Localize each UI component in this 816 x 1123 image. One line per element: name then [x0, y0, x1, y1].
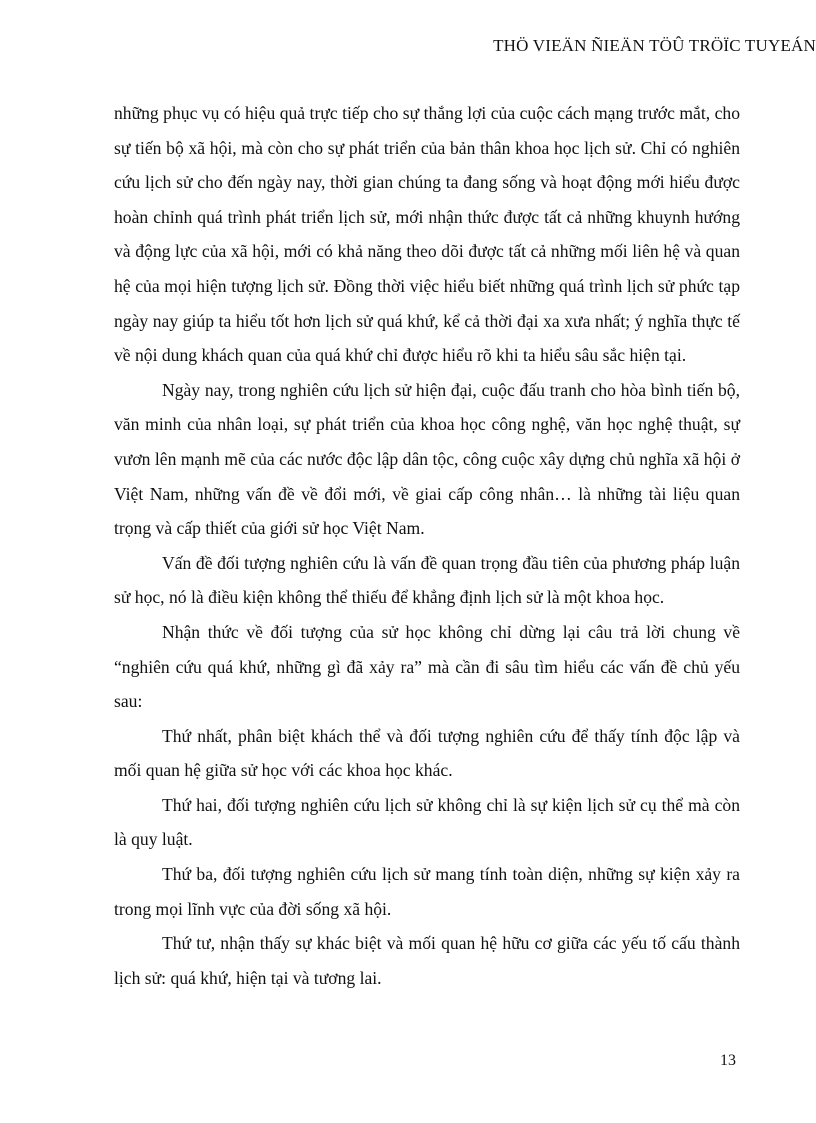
page-header-title: THÖ VIEÄN ÑIEÄN TÖÛ TRÖÏC TUYEÁN	[493, 36, 816, 55]
paragraph-research-object: Vấn đề đối tượng nghiên cứu là vấn đề quan trọng đầu tiên của phương pháp luận sử học, nó là điều kiện không thể thiếu để khẳng định lịch sử là một khoa học.	[114, 552, 740, 608]
paragraph-awareness: Nhận thức về đối tượng của sử học không chỉ dừng lại câu trả lời chung về “nghiên cứu quá khứ, những gì đã xảy ra” mà cần đi sâu tìm hiểu các vấn đề chủ yếu sau:	[114, 621, 740, 712]
paragraph-third-point: Thứ ba, đối tượng nghiên cứu lịch sử mang tính toàn diện, những sự kiện xảy ra trong mọi lĩnh vực của đời sống xã hội.	[114, 864, 740, 919]
document-body	[114, 96, 740, 995]
page-number: 13	[720, 1052, 736, 1069]
paragraph-modern-history: Ngày nay, trong nghiên cứu lịch sử hiện đại, cuộc đấu tranh cho hòa bình tiến bộ, văn minh của nhân loại, sự phát triển của khoa học công nghệ, văn học nghệ thuật, sự vươn lên mạnh mẽ của các nước độc lập dân tộc, công cuộc xây dựng chủ nghĩa xã hội ở Việt Nam, những vấn đề về đổi mới, về giai cấp công nhân… là những tài liệu quan trọng và cấp thiết của giới sử học Việt Nam.	[114, 379, 740, 539]
paragraph-second-point: Thứ hai, đối tượng nghiên cứu lịch sử không chỉ là sự kiện lịch sử cụ thể mà còn là quy luật.	[114, 794, 740, 850]
paragraph-fourth-point: Thứ tư, nhận thấy sự khác biệt và mối quan hệ hữu cơ giữa các yếu tố cấu thành lịch sử: quá khứ, hiện tại và tương lai.	[114, 933, 740, 988]
paragraph-continuation: những phục vụ có hiệu quả trực tiếp cho sự thắng lợi của cuộc cách mạng trước mắt, cho sự tiến bộ xã hội, mà còn cho sự phát triển của bản thân khoa học lịch sử. Chỉ có nghiên cứu lịch sử cho đến ngày nay, thời gian chúng ta đang sống và hoạt động mới hiểu được hoàn chỉnh quá trình phát triển lịch sử, mới nhận thức được tất cả những khuynh hướng và động lực của xã hội, mới có khả năng theo dõi được tất cả những mối liên hệ và quan hệ của mọi hiện tượng lịch sử. Đồng thời việc hiểu biết những quá trình lịch sử phức tạp ngày nay giúp ta hiểu tốt hơn lịch sử quá khứ, kể cả thời đại xa xưa nhất; ý nghĩa thực tế về nội dung khách quan của quá khứ chỉ được hiểu rõ khi ta hiểu sâu sắc hiện tại.	[114, 103, 740, 366]
paragraph-first-point: Thứ nhất, phân biệt khách thể và đối tượng nghiên cứu để thấy tính độc lập và mối quan hệ giữa sử học với các khoa học khác.	[114, 725, 740, 781]
